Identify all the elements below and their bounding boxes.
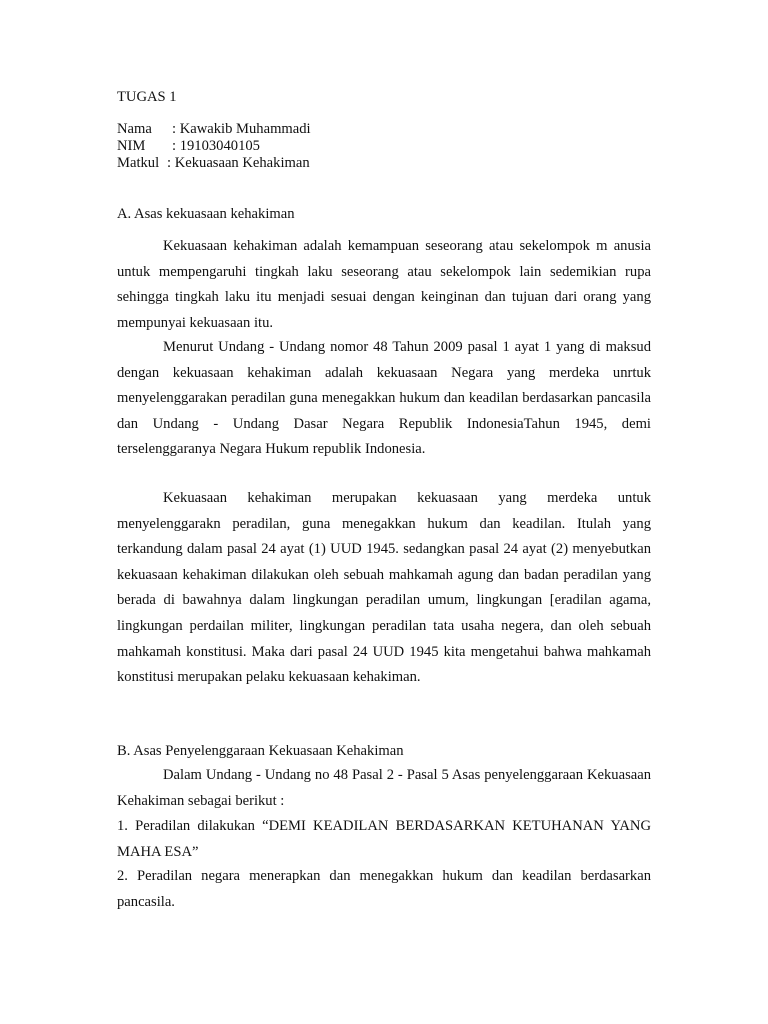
nama-row [117, 121, 311, 138]
matkul-row [117, 155, 311, 172]
section-a-paragraph-1: Kekuasaan kehakiman adalah kemampuan seseorang atau sekelompok m anusia untuk mempengaruhi tingkah laku seseorang atau sekelompok lain sedemikian rupa sehingga tingkah laku itu menjadi sesuai dengan keinginan dan tujuan dari orang yang mempunyai kekuasaan itu. [117, 238, 651, 331]
nim-label: NIM [117, 138, 146, 154]
section-a-heading: A. Asas kekuasaan kehakiman [117, 206, 295, 222]
nama-value: : Kawakib Muhammadi [172, 121, 311, 137]
section-a-paragraph-2: Menurut Undang - Undang nomor 48 Tahun 2009 pasal 1 ayat 1 yang di maksud dengan kekuasaan kehakiman adalah kekuasaan Negara yang merdeka unrtuk menyelenggarakan peradilan guna menegakkan hukum dan keadilan berdasarkan pancasila dan Undang - Undang Dasar Negara Republik IndonesiaTahun 1945, demi terselenggaranya Negara Hukum republik Indonesia. [117, 339, 651, 458]
section-b-intro: Dalam Undang - Undang no 48 Pasal 2 - Pasal 5 Asas penyelenggaraan Kekuasaan Kehakiman sebagai berikut : [117, 767, 651, 809]
student-info [117, 121, 311, 172]
nama-label: Nama [117, 121, 152, 137]
matkul-label: Matkul [117, 155, 160, 171]
section-b-heading: B. Asas Penyelenggaraan Kekuasaan Kehakiman [117, 743, 404, 759]
list-item: 2. Peradilan negara menerapkan dan menegakkan hukum dan keadilan berdasarkan pancasila. [117, 868, 651, 910]
document-title: TUGAS 1 [117, 89, 177, 105]
list-item: 1. Peradilan dilakukan “DEMI KEADILAN BERDASARKAN KETUHANAN YANG MAHA ESA” [117, 818, 651, 860]
section-a-paragraph-3: Kekuasaan kehakiman merupakan kekuasaan yang merdeka untuk menyelenggarakn peradilan, guna menegakkan hukum dan keadilan. Itulah yang terkandung dalam pasal 24 ayat (1) UUD 1945. sedangkan pasal 24 ayat (2) menyebutkan kekuasaan kehakiman dilakukan oleh sebuah mahkamah agung dan badan peradilan yang berada di bawahnya dalam lingkungan peradilan umum, lingkungan [eradilan agama, lingkungan perdailan militer, lingkungan peradilan tata usaha negera, dan oleh sebuah mahkamah konstitusi. Maka dari pasal 24 UUD 1945 kita mengetahui bahwa mahkamah konstitusi merupakan pelaku kekuasaan kehakiman. [117, 490, 651, 686]
nim-row [117, 138, 311, 155]
matkul-value: : Kekuasaan Kehakiman [167, 155, 310, 171]
nim-value: : 19103040105 [172, 138, 260, 154]
